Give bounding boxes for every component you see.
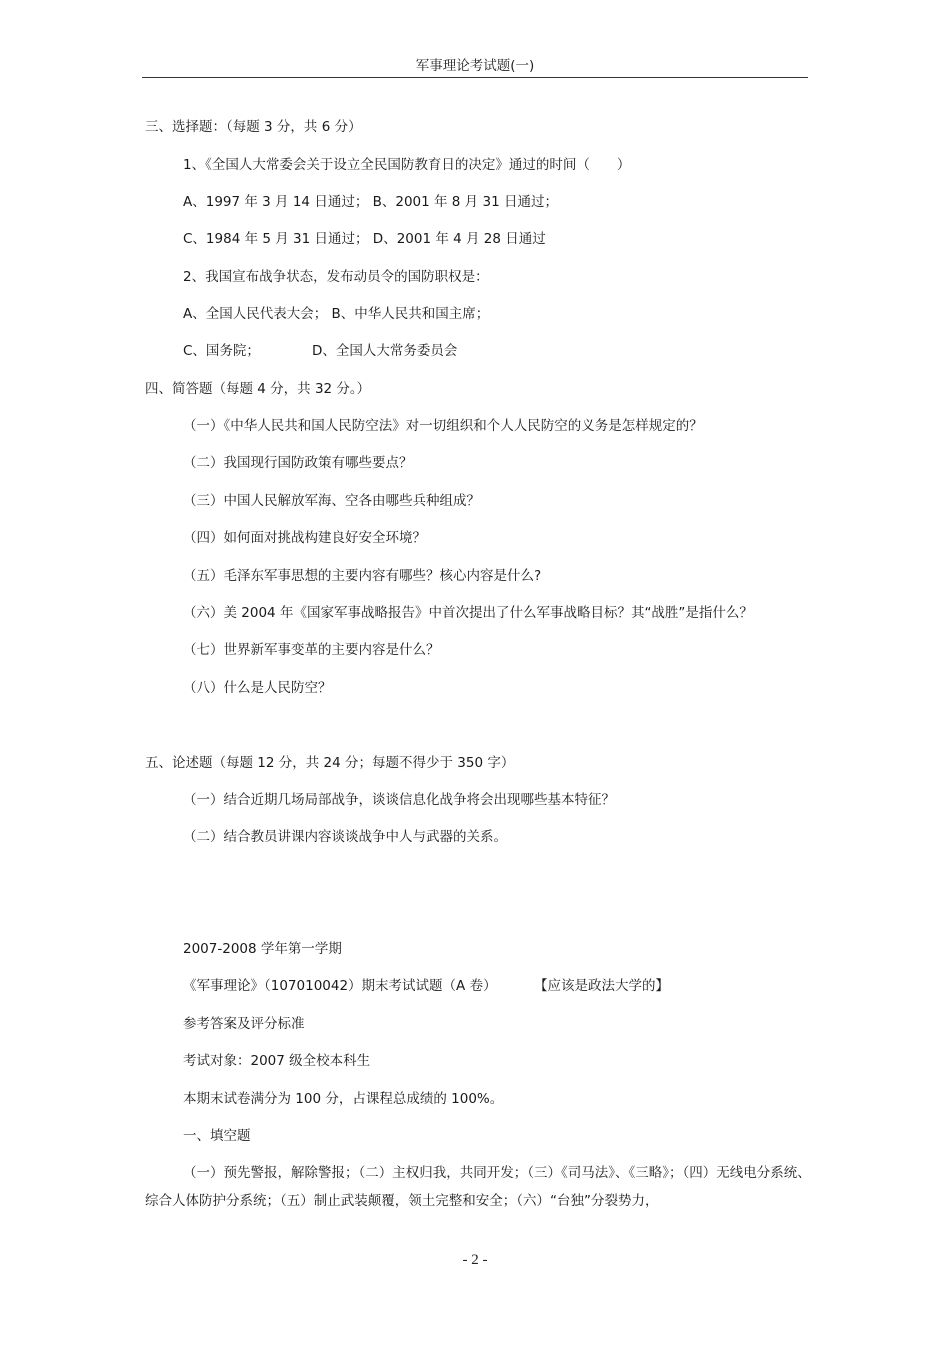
fill-blank-answers: （一）预先警报，解除警报；（二）主权归我，共同开发；（三）《司马法》、《三略》；（四）无线电分系统、综合人体防护分系统；（五）制止武装颠覆，领土完整和安全；（六）“台独”分裂势力， (145, 1165, 811, 1209)
score-description: 本期末试卷满分为 100 分，占课程总成绩的 100%。 (183, 1091, 504, 1107)
exam-note: 【应该是政法大学的】 (534, 978, 669, 994)
header-divider (142, 77, 808, 78)
short-answer-item: （四）如何面对挑战构建良好安全环境？ (183, 530, 426, 546)
question-1: 1、《全国人大常委会关于设立全民国防教育日的决定》通过的时间（ ） (183, 157, 631, 173)
short-answer-item: （六）美 2004 年《国家军事战略报告》中首次提出了什么军事战略目标？其“战胜”是指什么？ (183, 605, 753, 621)
fill-blank-title: 一、填空题 (183, 1128, 251, 1144)
question-2-option-d: D、全国人大常务委员会 (312, 343, 458, 359)
question-1-options-cd: C、1984 年 5 月 31 日通过； D、2001 年 4 月 28 日通过 (183, 231, 546, 247)
section3-title: 三、选择题：（每题 3 分，共 6 分） (145, 119, 362, 135)
question-1-options-ab: A、1997 年 3 月 14 日通过； B、2001 年 8 月 31 日通过； (183, 194, 558, 210)
question-2: 2、我国宣布战争状态，发布动员令的国防职权是： (183, 269, 489, 285)
question-2-options-ab: A、全国人民代表大会； B、中华人民共和国主席； (183, 306, 490, 322)
short-answer-item: （一）《中华人民共和国人民防空法》对一切组织和个人人民防空的义务是怎样规定的？ (183, 418, 703, 434)
short-answer-item: （二）我国现行国防政策有哪些要点？ (183, 455, 413, 471)
essay-item: （二）结合教员讲课内容谈谈战争中人与武器的关系。 (183, 829, 507, 845)
section4-title: 四、简答题（每题 4 分，共 32 分。） (145, 381, 371, 397)
exam-title: 《军事理论》（107010042）期末考试试题（A 卷） (183, 978, 497, 994)
exam-target: 考试对象：2007 级全校本科生 (183, 1053, 371, 1069)
short-answer-item: （五）毛泽东军事思想的主要内容有哪些？核心内容是什么? (183, 568, 542, 584)
question-2-option-c: C、国务院； (183, 343, 260, 359)
answer-key-title: 参考答案及评分标准 (183, 1016, 305, 1032)
page-header-title: 军事理论考试题(一) (415, 58, 535, 74)
page-number: - 2 - (462, 1252, 488, 1268)
essay-item: （一）结合近期几场局部战争，谈谈信息化战争将会出现哪些基本特征？ (183, 792, 615, 808)
short-answer-item: （七）世界新军事变革的主要内容是什么？ (183, 642, 440, 658)
section5-title: 五、论述题（每题 12 分，共 24 分；每题不得少于 350 字） (145, 755, 515, 771)
term-label: 2007-2008 学年第一学期 (183, 941, 342, 957)
short-answer-item: （八）什么是人民防空？ (183, 680, 332, 696)
short-answer-item: （三）中国人民解放军海、空各由哪些兵种组成？ (183, 493, 480, 509)
